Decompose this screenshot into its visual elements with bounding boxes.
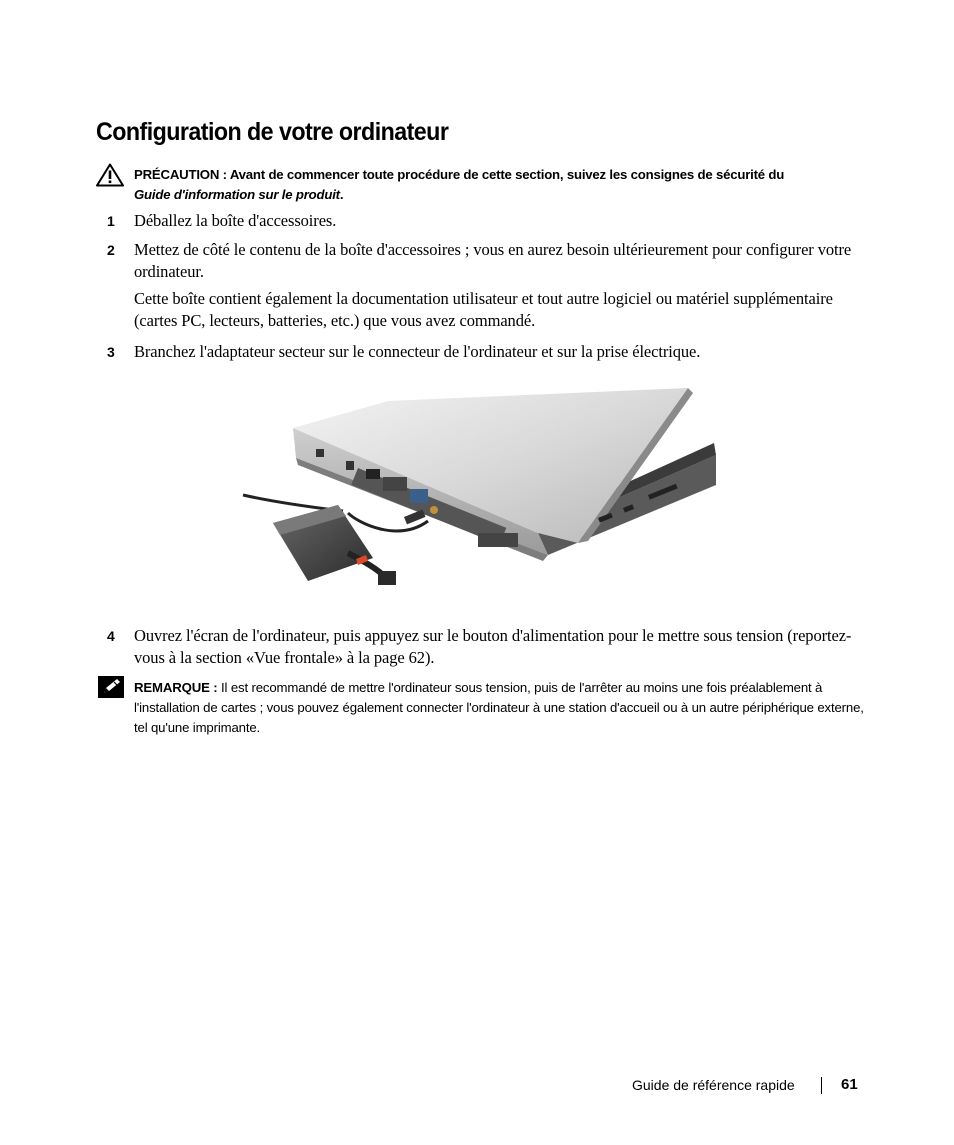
remark-label: REMARQUE : [134,680,218,695]
step-text: Déballez la boîte d'accessoires. [134,211,337,230]
step-number: 4 [107,628,115,644]
footer-title: Guide de référence rapide [632,1077,795,1093]
remark-notice [134,678,869,738]
caution-period: . [339,187,344,202]
guide-title: Guide d'information sur le produit [134,187,340,202]
step-number: 1 [107,213,115,229]
step-number: 2 [107,242,115,258]
step-detail: Cette boîte contient également la documentation utilisateur et tout autre logiciel ou matériel supplémentaire (cartes PC, lecteurs, batteries, etc.) que vous avez commandé. [134,289,833,330]
page-title: Configuration de votre ordinateur [96,118,449,146]
caution-label: PRÉCAUTION : [134,167,227,182]
remark-text: Il est recommandé de mettre l'ordinateur sous tension, puis de l'arrêter au moins une fois préalablement à l'installation de cartes ; vous pouvez également connecter l'ordinateur à une station d'accueil ou à un autre périphérique externe, tel qu'une imprimante. [134,680,864,735]
caution-text: Avant de commencer toute procédure de cette section, suivez les consignes de sécurité du [229,167,785,182]
step-text: Ouvrez l'écran de l'ordinateur, puis appuyez sur le bouton d'alimentation pour le mettre sous tension (reportez-vous à la section «Vue frontale» à la page 62). [134,626,852,667]
note-pencil-icon [98,676,124,698]
step-number: 3 [107,344,115,360]
caution-notice [134,165,874,205]
footer-separator [821,1077,822,1094]
page-number: 61 [841,1076,858,1093]
step-text: Branchez l'adaptateur secteur sur le connecteur de l'ordinateur et sur la prise électrique. [134,342,701,361]
warning-triangle-icon [96,163,124,187]
step-text: Mettez de côté le contenu de la boîte d'accessoires ; vous en aurez besoin ultérieurement pour configurer votre ordinateur. [134,240,852,281]
laptop-with-ac-adapter-illustration [238,383,718,598]
